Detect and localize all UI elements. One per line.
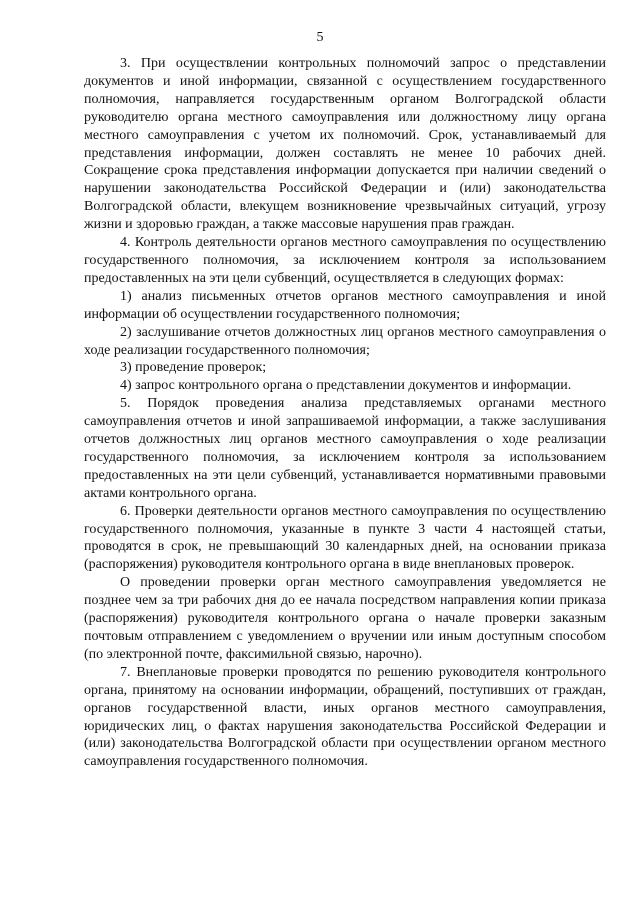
page-number: 5 (316, 30, 324, 45)
list-item-4: 4) запрос контрольного органа о представлении документов и информации. (120, 378, 572, 394)
paragraph-6-notice: О проведении проверки орган местного самоуправления уведомляется не позднее чем за три рабочих дня до ее начала посредством направления копии приказа (распоряжения) руководителя контрольного органа о начале проверки заказным почтовым отправлением с уведомлением о вручении или иным доступным способом (по электронной почте, факсимильной связью, нарочно). (84, 575, 606, 662)
paragraph-3: 3. При осуществлении контрольных полномочий запрос о представлении документов и иной информации, связанной с осуществлением государственного полномочия, направляется государственным органом Волгоградской области руководителю органа местного самоуправления или должностному лицу органа местного самоуправления с учетом их полномочий. Срок, устанавливаемый для представления информации, должен составлять не менее 10 рабочих дней. Сокращение срока представления информации допускается при наличии сведений о нарушении законодательства Российской Федерации и (или) законодательства Волгоградской области, влекущем возникновение чрезвычайных ситуаций, угрозу жизни и здоровью граждан, а также массовые нарушения прав граждан. (84, 56, 606, 233)
list-item-3: 3) проведение проверок; (120, 360, 267, 376)
paragraph-7: 7. Внеплановые проверки проводятся по решению руководителя контрольного органа, принятому на основании информации, обращений, поступивших от граждан, органов государственной власти, иных органов местного самоуправления, юридических лиц, о фактах нарушения законодательства Российской Федерации и (или) законодательства Волгоградской области при осуществлении органом местного самоуправления государственного полномочия. (84, 664, 606, 770)
list-item-2: 2) заслушивание отчетов должностных лиц органов местного самоуправления о ходе реализации государственного полномочия; (84, 324, 606, 358)
paragraph-4: 4. Контроль деятельности органов местного самоуправления по осуществлению государственного полномочия, за исключением контроля за использованием предоставленных на эти цели субвенций, осуществляется в следующих формах: (84, 235, 606, 286)
paragraph-5: 5. Порядок проведения анализа представляемых органами местного самоуправления отчетов и иной запрашиваемой информации, а также заслушивания отчетов должностных лиц органов местного самоуправления о ходе реализации государственного полномочия, за исключением контроля за использованием предоставленных на эти цели субвенций, устанавливается нормативными правовыми актами контрольного органа. (84, 396, 606, 501)
list-item-1: 1) анализ письменных отчетов органов местного самоуправления и иной информации об осуществлении государственного полномочия; (84, 288, 606, 322)
paragraph-6: 6. Проверки деятельности органов местного самоуправления по осуществлению государственного полномочия, указанные в пункте 3 части 4 настоящей статьи, проводятся в срок, не превышающий 30 календарных дней, на основании приказа (распоряжения) руководителя контрольного органа в виде внеплановых проверок. (84, 503, 606, 573)
document-body (84, 55, 606, 771)
